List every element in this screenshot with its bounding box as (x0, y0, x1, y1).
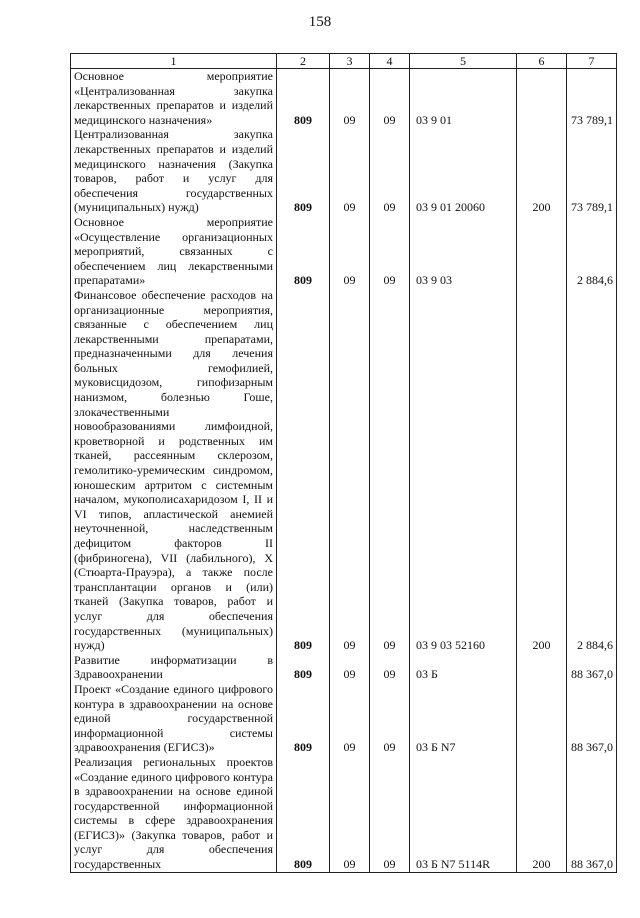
admin-code: 809 (277, 69, 330, 128)
table-row (71, 288, 617, 653)
section-code: 09 (330, 127, 370, 215)
target-article-code: 03 9 01 20060 (410, 127, 517, 215)
subsection-code: 09 (370, 215, 410, 288)
expense-kind-code: 200 (517, 127, 567, 215)
section-code: 09 (330, 653, 370, 682)
expense-kind-code (517, 682, 567, 755)
section-code: 09 (330, 288, 370, 653)
column-number-header (71, 54, 617, 69)
column-header: 7 (567, 54, 617, 69)
subsection-code: 09 (370, 653, 410, 682)
amount: 88 367,0 (567, 653, 617, 682)
expense-kind-code: 200 (517, 288, 567, 653)
section-code: 09 (330, 755, 370, 872)
table-row (71, 682, 617, 755)
table-row (71, 215, 617, 288)
section-code: 09 (330, 682, 370, 755)
expense-kind-code (517, 653, 567, 682)
admin-code: 809 (277, 653, 330, 682)
subsection-code: 09 (370, 682, 410, 755)
target-article-code: 03 Б N7 5114R (410, 755, 517, 872)
expense-name: Проект «Создание единого цифрового контура в здравоохранении на основе единой государственной информационной системы здравоохранения (ЕГИСЗ)» (71, 682, 277, 755)
admin-code: 809 (277, 288, 330, 653)
column-header: 2 (277, 54, 330, 69)
section-code: 09 (330, 69, 370, 128)
expense-name: Основное мероприятие «Осуществление организационных мероприятий, связанных с обеспечением лиц лекарственными препаратами» (71, 215, 277, 288)
column-header: 1 (71, 54, 277, 69)
target-article-code: 03 9 03 52160 (410, 288, 517, 653)
expense-name: Централизованная закупка лекарственных препаратов и изделий медицинского назначения (Закупка товаров, работ и услуг для обеспечения государственных (муниципальных) нужд) (71, 127, 277, 215)
column-header: 4 (370, 54, 410, 69)
admin-code: 809 (277, 682, 330, 755)
column-header: 6 (517, 54, 567, 69)
expense-name: Финансовое обеспечение расходов на организационные мероприятия, связанные с обеспечением лиц лекарственными препаратами, предназначенными для лечения больных гемофилией, муковисцидозом, гипофизарным нанизмом, болезнью Гоше, злокачественными новообразованиями лимфоидной, кроветворной и родственных им тканей, рассеянным склерозом, гемолитико-уремическим синдромом, юношеским артритом с системным началом, мукополисахаридозом I, II и VI типов, апластической анемией неуточненной, наследственным дефицитом факторов II (фибриногена), VII (лабильного), X (Стюарта-Прауэра), а также после трансплантации органов и (или) тканей (Закупка товаров, работ и услуг для обеспечения государственных (муниципальных) нужд) (71, 288, 277, 653)
admin-code: 809 (277, 215, 330, 288)
expense-kind-code (517, 69, 567, 128)
amount: 73 789,1 (567, 127, 617, 215)
subsection-code: 09 (370, 288, 410, 653)
subsection-code: 09 (370, 755, 410, 872)
expense-kind-code (517, 215, 567, 288)
expense-name: Развитие информатизации в Здравоохранении (71, 653, 277, 682)
page-number: 158 (308, 14, 332, 30)
column-header: 3 (330, 54, 370, 69)
amount: 88 367,0 (567, 755, 617, 872)
target-article-code: 03 9 01 (410, 69, 517, 128)
table-row (71, 653, 617, 682)
table-row (71, 69, 617, 128)
expense-name: Основное мероприятие «Централизованная закупка лекарственных препаратов и изделий медицинского назначения» (71, 69, 277, 128)
expense-kind-code: 200 (517, 755, 567, 872)
budget-table (70, 53, 617, 873)
amount: 2 884,6 (567, 215, 617, 288)
subsection-code: 09 (370, 69, 410, 128)
target-article-code: 03 Б (410, 653, 517, 682)
target-article-code: 03 9 03 (410, 215, 517, 288)
section-code: 09 (330, 215, 370, 288)
admin-code: 809 (277, 127, 330, 215)
amount: 73 789,1 (567, 69, 617, 128)
admin-code: 809 (277, 755, 330, 872)
table-row (71, 755, 617, 872)
expense-name: Реализация региональных проектов «Создание единого цифрового контура в здравоохранении на основе единой государственной информационной системы в сфере здравоохранения (ЕГИСЗ)» (Закупка товаров, работ и услуг для обеспечения государственных (71, 755, 277, 872)
target-article-code: 03 Б N7 (410, 682, 517, 755)
subsection-code: 09 (370, 127, 410, 215)
amount: 2 884,6 (567, 288, 617, 653)
column-header: 5 (410, 54, 517, 69)
table-row (71, 127, 617, 215)
amount: 88 367,0 (567, 682, 617, 755)
